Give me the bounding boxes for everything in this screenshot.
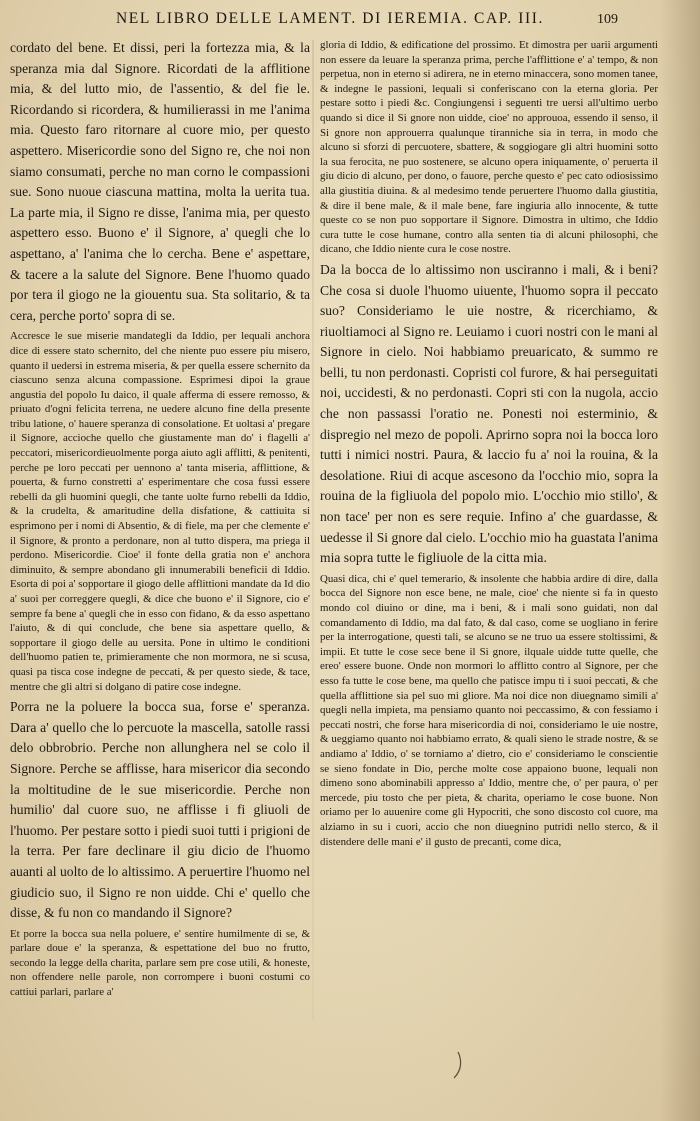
commentary-passage: Quasi dica, chi e' quel temerario, & insolente che habbia ardire di dire, dalla bocca del Signore non esce bene, ne male, cioe' che niente si fa in questo mondo col diuino or dine, ma i beni, & i mali sono guidati, non dal comandamento di Iddio, ma dal fato, & dal caso, come se uogliano in ferire per la interrogatione, questi tali, se alcuno se ne truo ua essere stoltissimi, & impii. Et tutte le cose sece bene il Si gnore, ilquale uidde tutte quelle, che ereo' essere buone. Onde non mormori lo afflitto contro al Signore, per che esso fa tutte le cose bene, ma quello che patisce impu ti i suoi peccati, & che quella afflittione sia pel suo mi gliore. Ma noi dice non diuegnamo simili a' quegli nella impieta, ma pensiamo quanto noi peccassimo, & con fessiamo i peccati nostri, che forse hara misericordia di noi, consideriamo le uie nostre, & ueggiamo quanto noi habbiamo errato, & quali sieno le strade nostre, & se andiamo a' Iddio, o' se torniamo a' dietro, cio e' consideriamo le conscientie se sieno fondate in Dio, perche molte cose appaiono buone, lequali non dimeno sono abominabili appresso a' Iddio, mentre che, o' per paura, o' per mercede, piu tosto che per pieta, & charita, operiamo le cose buone. Non oriamo per lo auuenire come gli Hypocriti, che sono discosto col cuore, ma alziamo in su i cuori, accio che non diuegnino putridi nello sterco, & il distendere delle mani e' il gusto de precanti, come dica, <box>320 572 658 848</box>
scripture-passage: cordato del bene. Et dissi, peri la fortezza mia, & la speranza mia dal Signore. Ricordati de la afflitione mia, & del lutto mio, de l'assentio, & del fie le. Ricordando si ricordera, & humilierassi in me l'anima mia. Questo faro ritornare al cuore mio, per questo aspettero. Misericordie sono del Signo re, che noi non siamo consumati, perche no man corno le compassioni sue. Sono nuoue ciascuna mattina, molta la uerita tua. La parte mia, il Signo re disse, l'anima mia, per questo aspettero esso. Buono e' il Signore, a' quegli che lo aspettano, a' l'anima che lo cercha. Bene e' aspettare, & tacere a la salute del Signore. Bene l'huomo quado por tera il giogo ne la giouentu sua. Sta solitario, & ta cera, perche porto' sopra di se. <box>10 40 310 323</box>
page-edge-shadow <box>660 0 700 1121</box>
page-header <box>0 4 700 40</box>
page-number: 109 <box>597 12 618 27</box>
right-column <box>320 38 658 1031</box>
commentary-passage: Et porre la bocca sua nella poluere, e' sentire humilmente di se, & parlare doue e' la speranza, & espettatione del buo no frutto, secondo la legge della charita, parlare sem pre cose utili, & honeste, non offendere nelle parole, non corrompere i buoni costumi co cattiui parlari, parlare a' <box>10 927 310 999</box>
column-gutter <box>312 40 314 1021</box>
ink-mark <box>450 1050 464 1080</box>
running-head: NEL LIBRO DELLE LAMENT. DI IEREMIA. CAP. III. <box>115 10 544 27</box>
left-column <box>10 38 310 1031</box>
text-columns <box>4 38 660 1031</box>
scripture-passage: Porra ne la poluere la bocca sua, forse e' speranza. Dara a' quello che lo percuote la mascella, satolle rassi delo obbrobrio. Perche non allunghera nel se colo il Signore. Perche se afflisse, hara misericor dia secondo la moltitudine de le sue misericordie. Perche non humilio' dal cuore suo, ne afflisse i fi gliuoli de l'huomo. Per pestare sotto i piedi suoi tutti i prigioni de la terra. Per fare declinare il giu dicio de l'huomo auanti al uolto de lo altissimo. A peruertire l'huomo nel giudicio suo, il Signo re non uidde. Chi e' quello che disse, & fu non co mandando il Signore? <box>10 699 310 921</box>
scripture-passage: Da la bocca de lo altissimo non usciranno i mali, & i beni? Che cosa si duole l'huomo uiuente, l'huomo sopra il peccato suo? Consideriamo le uie nostre, & ricerchiamo, & riuoltiamoci al Signo re. Leuiamo i cuori nostri con le mani al Signore in cielo. Noi habbiamo preuaricato, & summo re belli, tu non perdonasti. Copristi col furore, & hai perseguitati noi, uccidesti, & no perdonasti. Copri sti con la nugola, accio che non passassi l'oratio ne. Ponesti noi esterminio, & dispregio nel mezo de popoli. Aprirno sopra noi la bocca loro tutti i nimici nostri. Paura, & laccio fu a' noi la rouina, & la desolatione. Riui di acque ascesono da l'occhio mio, sopra la rouina de la figliuola del popolo mio. L'occhio mio stillo', & non tace' per non es sere requie. Infino a' che guardasse, & uedesse il Si gnore dal cielo. L'occhio mio ha guastata l'anima mia sopra tutte le figliuole de la citta mia. <box>320 261 658 566</box>
commentary-passage: Accresce le sue miserie mandategli da Iddio, per lequali anchora dice di essere stato schernito, del che niente puo essere piu misero, quanto il uedersi in estrema miseria, & per quella essere schernito da ciascuno senza alcuna compassione. Esprimesi dipoi la graue angustia del popolo Iu daico, il quale afferma di essere remosso, & priuato d'ogni felicita terrena, ne uedere alcuno fine della presente tribu latione, o' hauere speranza di consolatione. Et uoltasi a' pregare il Signore, accioche quello che giustamente man do' i flagelli a' peccatori, misericordieuolmente porga aiuto agli afflitti, & penitenti, perche pe loro peccati per uennono a' tanta miseria, afflittione, & pouerta, & furno constretti a' esperimentare che cosa fussi essere rebelli da gli huomini quegli, che tante uolte furno rebelli da Iddio, & la crudelta, & amaritudine della disfatione, & cattiuita si esprimono per i nomi di Absentio, & di fiele, ma per che clemente e' il Signore, & pronto a perdonare, non al tutto dispera, ma priega il perdono. Misericordie. Cioe' il fonte della gratia non e' anchora diminuito, & sempre abondano gli innumerabili beneficii di Iddio. Esorta di poi a' sopportare il giogo delle afflittioni mandate da Id dio a' suoi per correggere quegli, & dice che buono e' il Signore, cio e' sempre fa bene a' quegli che in esso con fidano, & da esso aspettano l'aiuto, & di qui conclude, che bene sia aspettare quello, & sopportare il giogo delle au uersita. Pone in ultimo le conditioni dell'huomo patien te, primieramente che non mormora, ne si scusa, quasi pa tisca cose indegne de peccati, & per questo siede, & tace, mentre che gli altri si dolgano di patire cose indegne. <box>10 330 310 693</box>
commentary-passage: gloria di Iddio, & edificatione del prossimo. Et dimostra per uarii argumenti non essere da leuare la speranza prima, perche l'afflittione e' a' tempo, & non perpetua, non in eterno si adirera, ne in eterno minaccera, sono momen tanee, & indegne le passioni, lequali si conferiscano con la eterna gloria. Per pestare sotto i piedi &c. Congiungensi i seguenti tre uersi all'ultimo uerbo quando si dice il Si gnore non uidde, cioe' no approuoa, essendo il senso, il Si gnore non approuerra qualunque tiranniche sia in terra, in modo che alcuno si sforzi di percuotere, sbattere, & soggiogare gli altri huomini sotto la sua ferocita, ne puo sostenere, se alcuno opera iniquamente, o' peruerta il giu dicio di alcuno, per dono, o fauore, perche questo e' pec cato odiosissimo alla giustitia diuina. & al medesimo tende peruertere l'huomo dalla giustitia, & dire il bene male, & il male bene, fare ingiuria allo innocente, & tutte queste co se non puo sopportare il Signore. Dimostra in ultimo, che Iddio cura tutte le cose humane, contro alla senten tia di alcuni philosophi, che dicano, che Iddio niente cura le cose nostre. <box>320 39 658 256</box>
